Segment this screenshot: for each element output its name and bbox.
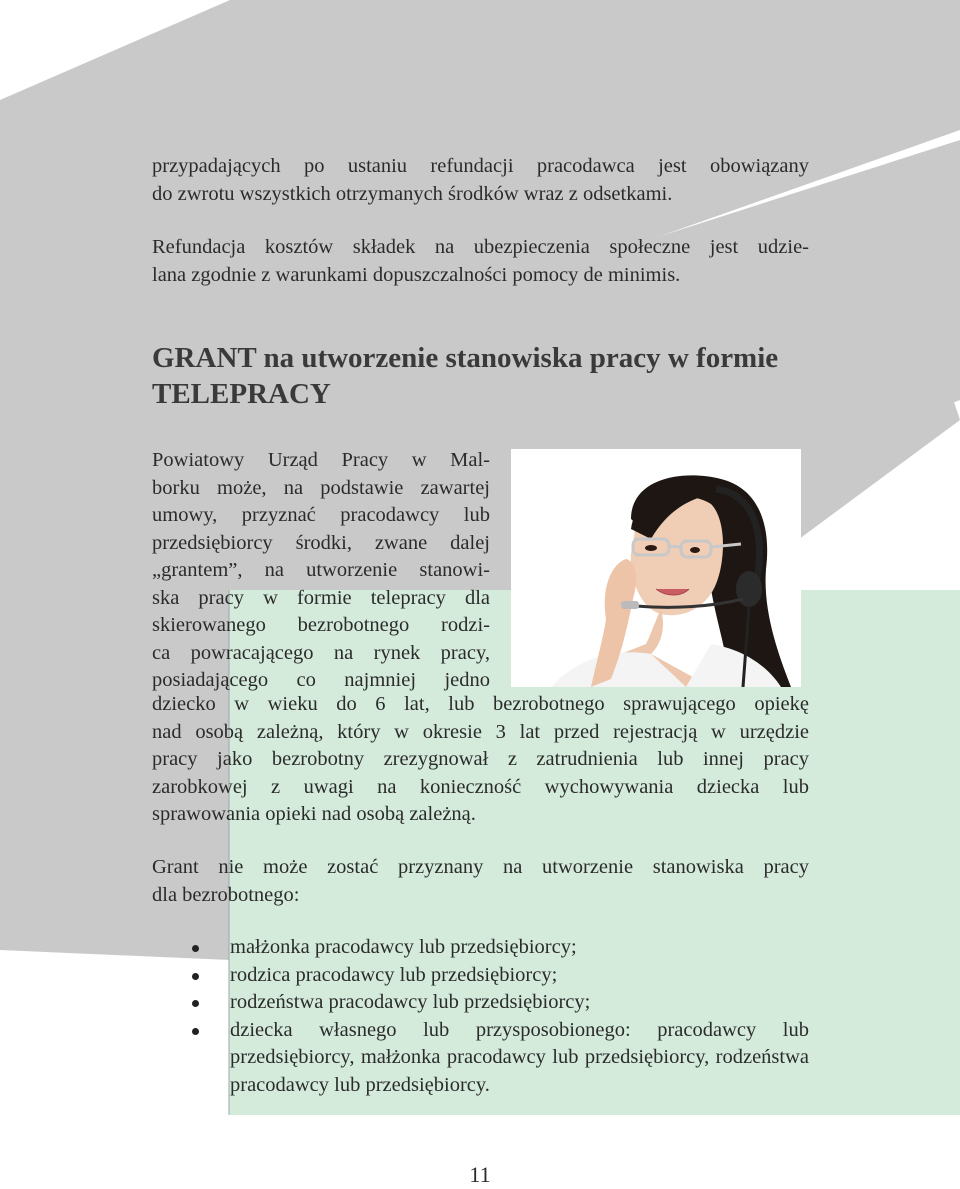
text-line: ca powracającego na rynek pracy, (152, 641, 490, 664)
text-line: nad osobą zależną, który w okresie 3 lat przed rejestracją w urzędzie (152, 720, 809, 743)
text-line: Refundacja kosztów składek na ubezpieczenia społeczne jest udzie- (152, 236, 809, 258)
text-line: lana zgodnie z warunkami dopuszczalności pomocy de minimis. (152, 263, 681, 286)
list-item (152, 989, 809, 1017)
text-line: dziecko w wieku do 6 lat, lub bezrobotnego sprawującego opiekę (152, 693, 809, 715)
text-line: dla bezrobotnego: (152, 883, 300, 906)
text-line: przedsiębiorcy środki, zwane dalej (152, 531, 490, 554)
text-line: Grant nie może zostać przyznany na utworzenie stanowiska pracy (152, 856, 809, 878)
bullet-icon (192, 973, 199, 980)
text-line: „grantem”, na utworzenie stanowi- (152, 559, 490, 581)
list-item-text: małżonka pracodawcy lub przedsiębiorcy; (230, 936, 577, 958)
list-item-text: rodzeństwa pracodawcy lub przedsiębiorcy; (230, 991, 591, 1013)
exclusion-list (152, 934, 809, 1099)
text-line: sprawowania opieki nad osobą zależną. (152, 803, 476, 825)
text-line: ska pracy w formie telepracy dla (152, 586, 490, 609)
text-line: zarobkowej z uwagi na konieczność wychowywania dziecka lub (152, 775, 809, 798)
text-line: pracy jako bezrobotny zrezygnował z zatrudnienia lub innej pracy (152, 748, 809, 770)
list-item (152, 962, 809, 990)
text-line: borku może, na podstawie zawartej (152, 476, 490, 499)
headset-operator-photo (511, 449, 801, 687)
text-line: umowy, przyznać pracodawcy lub (152, 504, 490, 526)
text-line: przypadających po ustaniu refundacji pracodawca jest obowiązany (152, 155, 809, 177)
top-paragraph-1 (152, 153, 809, 208)
bullet-icon (192, 945, 199, 952)
text-line: do zwrotu wszystkich otrzymanych środków wraz z odsetkami. (152, 182, 673, 205)
bullet-icon (192, 1000, 199, 1007)
bullet-icon (192, 1028, 199, 1035)
list-item-text: dziecka własnego lub przysposobionego: pracodawcy lub przedsiębiorcy, małżonka pracodawcy lub przedsiębiorcy, rodzeństwa pracodawcy lub przedsiębiorcy. (230, 1018, 809, 1096)
list-item-text: rodzica pracodawcy lub przedsiębiorcy; (230, 963, 558, 986)
text-line: posiadającego co najmniej jedno (152, 669, 490, 691)
section-heading (152, 340, 802, 412)
top-paragraph-2 (152, 234, 809, 289)
text-line: Powiatowy Urząd Pracy w Mal- (152, 449, 490, 471)
grant-paragraph-wide (152, 691, 809, 829)
exclusion-intro (152, 854, 809, 909)
text-line: skierowanego bezrobotnego rodzi- (152, 614, 490, 636)
heading-line: GRANT na utworzenie stanowiska pracy w formie (152, 342, 779, 374)
list-item (152, 1017, 809, 1100)
list-item (152, 934, 809, 962)
heading-line: TELEPRACY (152, 378, 331, 410)
grant-paragraph-narrow (152, 447, 490, 695)
page-number: 11 (469, 1162, 491, 1187)
